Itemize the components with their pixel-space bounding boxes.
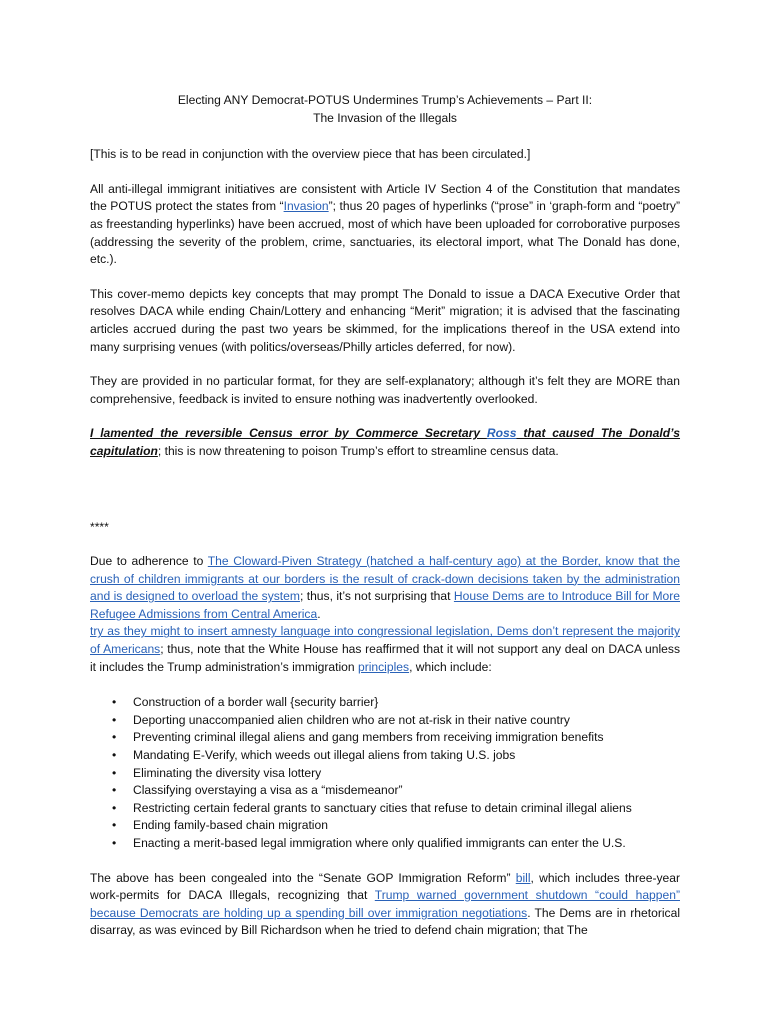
shutdown-link[interactable]: Trump warned government shutdown “could happen” because Democrats are holding up a spending bill over immigration negotiations bbox=[90, 888, 680, 920]
intro-note: [This is to be read in conjunction with the overview piece that has been circulated.] bbox=[90, 147, 531, 162]
bullet-icon: • bbox=[112, 800, 117, 815]
emphasis-text: I lamented the reversible Census error by Commerce Secretary bbox=[90, 426, 487, 441]
text-segment: . bbox=[317, 606, 321, 621]
list-item: • Preventing criminal illegal aliens and gang members from receiving immigration benefits bbox=[112, 729, 680, 747]
principles-link[interactable]: principles bbox=[357, 659, 410, 674]
paragraph-senate-bill bbox=[90, 870, 680, 940]
paragraph-census bbox=[90, 425, 680, 460]
house-dems-link[interactable]: House Dems are to Introduce Bill for More Refugee Admissions from Central America bbox=[90, 589, 680, 621]
list-item: • Eliminating the diversity visa lottery bbox=[112, 765, 680, 783]
paragraph-cover-memo: This cover-memo depicts key concepts that may prompt The Donald to issue a DACA Executive Order that resolves DACA while ending Chain/Lottery and enhancing “Merit” migration; it is advised that the fascinating articles accrued during the past two years be skimmed, for the implications thereof in the USA extend into many surprising venues (with politics/overseas/Philly articles deferred, for now). bbox=[90, 286, 680, 354]
text-segment: ; thus, note that the White House has reaffirmed that it will not support any deal on DACA unless it includes the Trump administration’s immigration bbox=[90, 642, 681, 674]
list-item: • Classifying overstaying a visa as a “misdemeanor” bbox=[112, 782, 680, 800]
text-segment: All anti-illegal immigrant initiatives are consistent with Article IV Section 4 of the Constitution that mandates the POTUS protect the states from “ bbox=[90, 181, 680, 214]
bullet-icon: • bbox=[112, 783, 117, 798]
principles-list bbox=[90, 694, 680, 852]
list-item: • Mandating E-Verify, which weeds out illegal aliens from taking U.S. jobs bbox=[112, 747, 680, 765]
section-separator: **** bbox=[90, 519, 109, 534]
bullet-icon: • bbox=[112, 748, 117, 763]
title-line-1: Electing ANY Democrat-POTUS Undermines Trump’s Achievements – Part II: bbox=[177, 93, 593, 107]
list-item: • Restricting certain federal grants to sanctuary cities that refuse to detain criminal illegal aliens bbox=[112, 800, 680, 818]
text-segment: . The Dems are in rhetorical disarray, as was evinced by Bill Richardson when he tried to defend chain migration; that The bbox=[90, 905, 681, 938]
text-segment: The above has been congealed into the “Senate GOP Immigration Reform” bbox=[90, 870, 516, 885]
bullet-icon: • bbox=[112, 730, 117, 745]
text-segment: , which includes three-year work-permits for DACA Illegals, recognizing that bbox=[90, 870, 680, 903]
cloward-piven-link[interactable]: The Cloward-Piven Strategy (hatched a half-century ago) at the Border, know that the crush of children immigrants at our borders is the result of crack-down decisions taken by the administration and is designed to overload the system bbox=[90, 554, 680, 604]
text-segment: ; thus, it’s not surprising that bbox=[299, 589, 454, 604]
bullet-icon: • bbox=[112, 836, 117, 850]
paragraph-constitution bbox=[90, 181, 680, 269]
paragraph-cloward-piven bbox=[90, 553, 680, 676]
list-item: • Enacting a merit-based legal immigration where only qualified immigrants can enter the U.S. bbox=[112, 835, 680, 853]
document-page bbox=[90, 92, 680, 940]
amnesty-link[interactable]: try as they might to insert amnesty language into congressional legislation, Dems don’t represent the majority of Americans bbox=[90, 624, 680, 657]
list-item: • Construction of a border wall {security barrier} bbox=[112, 694, 680, 712]
bullet-icon: • bbox=[112, 695, 117, 710]
document-title bbox=[90, 92, 680, 127]
list-item: • Deporting unaccompanied alien children who are not at-risk in their native country bbox=[112, 712, 680, 730]
bullet-icon: • bbox=[112, 765, 117, 780]
text-segment: , which include: bbox=[409, 659, 492, 674]
paragraph-format: They are provided in no particular format, for they are self-explanatory; although it’s felt they are MORE than comprehensive, feedback is invited to ensure nothing was inadvertently overlooked. bbox=[90, 374, 680, 406]
bill-link[interactable]: bill bbox=[515, 870, 531, 885]
bullet-icon: • bbox=[112, 712, 117, 727]
text-segment: ”; thus 20 pages of hyperlinks (“prose” in ‘graph-form and “poetry” as freestanding hyperlinks) have been accrued, most of which have been uploaded for corroborative purposes (addressing the severity of the problem, crime, sanctuaries, its electoral import, what The Donald has done, etc.). bbox=[90, 199, 680, 267]
text-segment: Due to adherence to bbox=[90, 554, 208, 569]
invasion-link[interactable]: Invasion bbox=[283, 199, 329, 214]
ross-link[interactable]: Ross bbox=[486, 426, 517, 441]
emphasis-text: that caused The Donald’s capitulation bbox=[90, 426, 681, 458]
list-item: • Ending family-based chain migration bbox=[112, 817, 680, 835]
title-line-2: The Invasion of the Illegals bbox=[313, 110, 457, 125]
text-segment: ; this is now threatening to poison Trump’s effort to streamline census data. bbox=[157, 443, 559, 458]
bullet-icon: • bbox=[112, 818, 117, 833]
